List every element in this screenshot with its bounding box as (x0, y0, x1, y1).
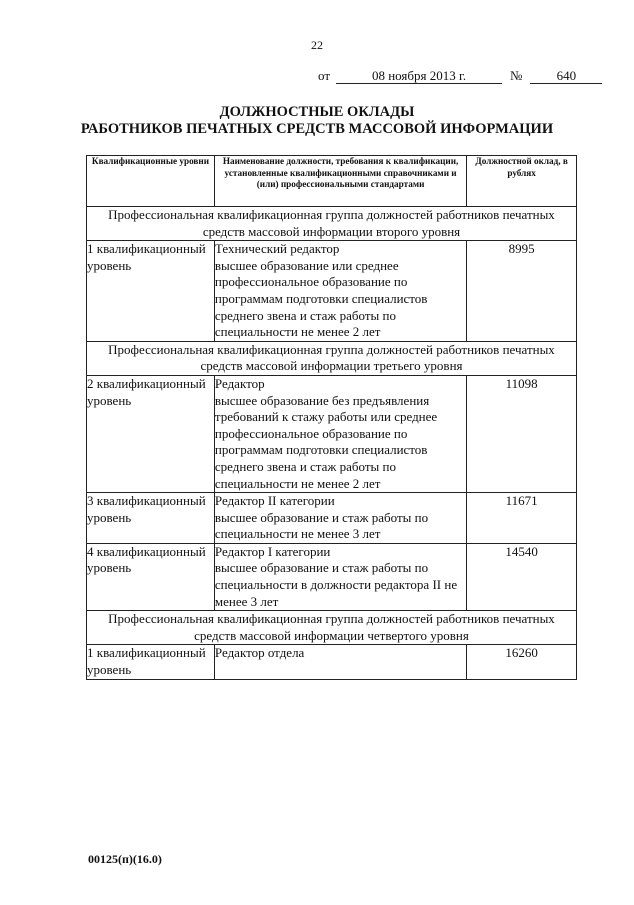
table-row (87, 645, 577, 679)
number-label: № (510, 68, 523, 83)
position-cell (214, 375, 466, 492)
footer-code: 00125(п)(16.0) (88, 852, 162, 866)
document-date: 08 ноября 2013 г. (336, 69, 502, 84)
title-line-2: РАБОТНИКОВ ПЕЧАТНЫХ СРЕДСТВ МАССОВОЙ ИНФОРМАЦИИ (80, 121, 554, 137)
position-cell (214, 241, 466, 342)
header-salary: Должностной оклад, в рублях (467, 156, 577, 207)
page-number: 22 (311, 38, 323, 52)
position-cell (214, 543, 466, 610)
position-name: Редактор I категории (214, 543, 331, 559)
position-requirements: высшее образование без предъявления требований к стажу работы или среднее профессиональное образование по программам подготовки специалистов среднего звена и стаж работы по специальности не менее 2 лет (214, 392, 438, 491)
table-row (87, 493, 577, 544)
salary-value: 14540 (467, 543, 577, 610)
position-name: Редактор (214, 375, 265, 391)
position-requirements: высшее образование и стаж работы по специальности в должности редактора II не менее 3 лет (214, 560, 458, 609)
salary-value: 16260 (467, 645, 577, 679)
table-row (87, 375, 577, 492)
table-row (87, 543, 577, 610)
group-title: Профессиональная квалификационная группа должностей работников печатных средств массовой информации четвертого уровня (87, 611, 577, 645)
from-label: от (318, 68, 331, 83)
position-name: Редактор II категории (214, 493, 335, 509)
position-cell (214, 645, 466, 679)
qualification-level: 2 квалификационный уровень (87, 375, 215, 492)
table-row (87, 241, 577, 342)
document-number: 640 (530, 69, 602, 84)
position-requirements: высшее образование и стаж работы по специальности не менее 3 лет (214, 509, 429, 542)
header-position-requirements: Наименование должности, требования к квалификации, установленные квалификационными справочниками и (или) профессиональными стандартами (214, 156, 466, 207)
salary-value: 8995 (467, 241, 577, 342)
document-title (0, 104, 634, 138)
group-row (87, 611, 577, 645)
header-qualification-levels: Квалификационные уровни (87, 156, 215, 207)
qualification-level: 1 квалификационный уровень (87, 645, 215, 679)
position-name: Редактор отдела (214, 645, 305, 661)
qualification-level: 4 квалификационный уровень (87, 543, 215, 610)
table-header-row (87, 156, 577, 207)
group-row (87, 341, 577, 375)
qualification-level: 1 квалификационный уровень (87, 241, 215, 342)
salary-table (86, 155, 577, 680)
group-title: Профессиональная квалификационная группа должностей работников печатных средств массовой информации третьего уровня (87, 341, 577, 375)
group-title: Профессиональная квалификационная группа должностей работников печатных средств массовой информации второго уровня (87, 207, 577, 241)
group-row (87, 207, 577, 241)
position-name: Технический редактор (214, 241, 340, 257)
document-reference (318, 68, 602, 84)
position-requirements: высшее образование или среднее профессиональное образование по программам подготовки специалистов среднего звена и стаж работы по специальности не менее 2 лет (214, 257, 428, 340)
title-line-1: ДОЛЖНОСТНЫЕ ОКЛАДЫ (219, 104, 415, 120)
salary-value: 11671 (467, 493, 577, 544)
position-cell (214, 493, 466, 544)
qualification-level: 3 квалификационный уровень (87, 493, 215, 544)
salary-value: 11098 (467, 375, 577, 492)
